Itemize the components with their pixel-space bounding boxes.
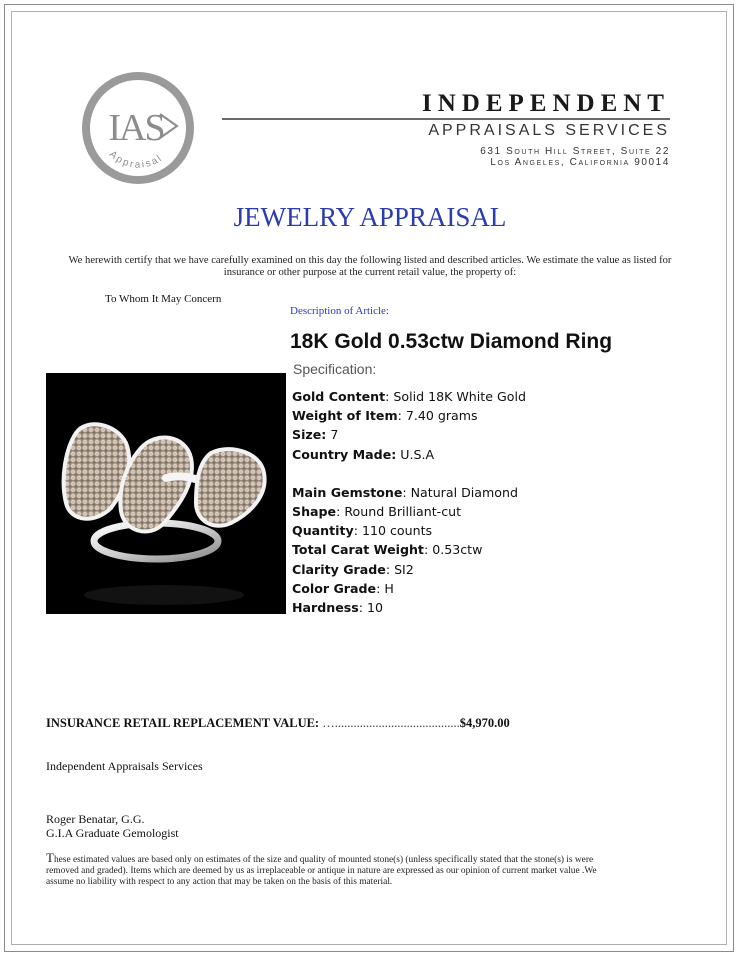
recipient: To Whom It May Concern (105, 293, 222, 305)
spec-row (292, 502, 526, 521)
spec-value: U.S.A (400, 446, 435, 462)
spec-key: Total Carat Weight (292, 542, 424, 558)
disclaimer-initial: T (46, 850, 54, 865)
spec-sep: : (423, 542, 433, 558)
spec-value: H (384, 580, 394, 596)
item-title: 18K Gold 0.53ctw Diamond Ring (290, 330, 613, 353)
spec-value: 110 counts (361, 523, 433, 539)
spec-row (292, 425, 526, 444)
specification-label: Specification: (293, 361, 377, 377)
spec-key: Quantity (292, 523, 354, 539)
value-leader-dots: …........................................ (322, 716, 460, 730)
value-label: INSURANCE RETAIL REPLACEMENT VALUE: (46, 716, 320, 730)
logo-letters: IAS (108, 107, 164, 149)
signatory-title: G.I.A Graduate Gemologist (46, 826, 179, 840)
specification-list (292, 387, 526, 617)
ias-appraisal-logo (80, 70, 196, 186)
company-name: INDEPENDENT (422, 90, 670, 117)
spec-sep: : (336, 504, 345, 520)
spec-value: Round Brilliant-cut (344, 504, 462, 520)
ring-photo (46, 373, 286, 614)
spec-sep: : (402, 484, 411, 500)
company-rule (222, 118, 670, 120)
spec-sep: : (353, 523, 362, 539)
spec-sep: : (385, 561, 395, 577)
spec-value: 10 (367, 600, 384, 616)
spec-value: 7.40 grams (405, 408, 478, 424)
disclaimer (46, 852, 606, 888)
spec-sep: : (358, 600, 368, 616)
spec-row (292, 521, 526, 540)
spec-key: Color Grade (292, 580, 377, 596)
page-title: JEWELRY APPRAISAL (233, 202, 507, 232)
spec-row (292, 579, 526, 598)
spec-row (292, 445, 526, 464)
spec-key: Clarity Grade (292, 561, 386, 577)
spec-sep: : (385, 389, 394, 404)
company-subtitle: APPRAISALS SERVICES (428, 122, 670, 139)
signatory-name: Roger Benatar, G.G. (46, 812, 145, 826)
company-address-line1: 631 South Hill Street, Suite 22 (480, 146, 670, 157)
logo-ring-text: Appraisal (106, 148, 166, 171)
spec-row (292, 540, 526, 559)
spec-key: Hardness (292, 600, 359, 616)
spec-value: 7 (330, 427, 339, 443)
spec-row (292, 483, 526, 502)
spec-key: Size: (292, 427, 327, 443)
spec-sep: : (397, 408, 406, 424)
spec-key: Gold Content (292, 389, 386, 404)
company-header (422, 90, 670, 118)
disclaimer-text: hese estimated values are based only on estimates of the size and quality of mounted stone(s) (unless specifically stated that the stone(s) is were removed and graded). Items which are deemed by us as irreplaceable or antique in nature are expressed as our opinion of current market value .We assume no liability with respect to any action that may be taken on the basis of this material. (46, 855, 597, 887)
insurance-value-line (46, 716, 510, 731)
ring-illustration (46, 373, 286, 614)
spec-value: Solid 18K White Gold (393, 389, 526, 404)
spec-value: SI2 (394, 561, 414, 577)
spec-key: Main Gemstone (292, 484, 403, 500)
spec-row (292, 560, 526, 579)
spec-spacer (292, 464, 526, 483)
company-address-line2: Los Angeles, California 90014 (490, 157, 670, 168)
spec-key: Shape (292, 504, 337, 520)
spec-row (292, 406, 526, 425)
spec-value: Natural Diamond (410, 484, 518, 500)
spec-value: 0.53ctw (432, 542, 483, 558)
spec-key: Country Made: (292, 446, 397, 462)
description-label: Description of Article: (290, 305, 389, 317)
spec-sep: : (376, 580, 385, 596)
value-amount: $4,970.00 (459, 716, 510, 730)
certification-statement: We herewith certify that we have carefully examined on this day the following listed and described articles. We estimate the value as listed for insurance or other purpose at the current retail value, the property of: (68, 255, 672, 278)
spec-key: Weight of Item (292, 408, 398, 424)
organization-name: Independent Appraisals Services (46, 759, 203, 773)
spec-row (292, 387, 526, 406)
spec-row (292, 598, 526, 617)
